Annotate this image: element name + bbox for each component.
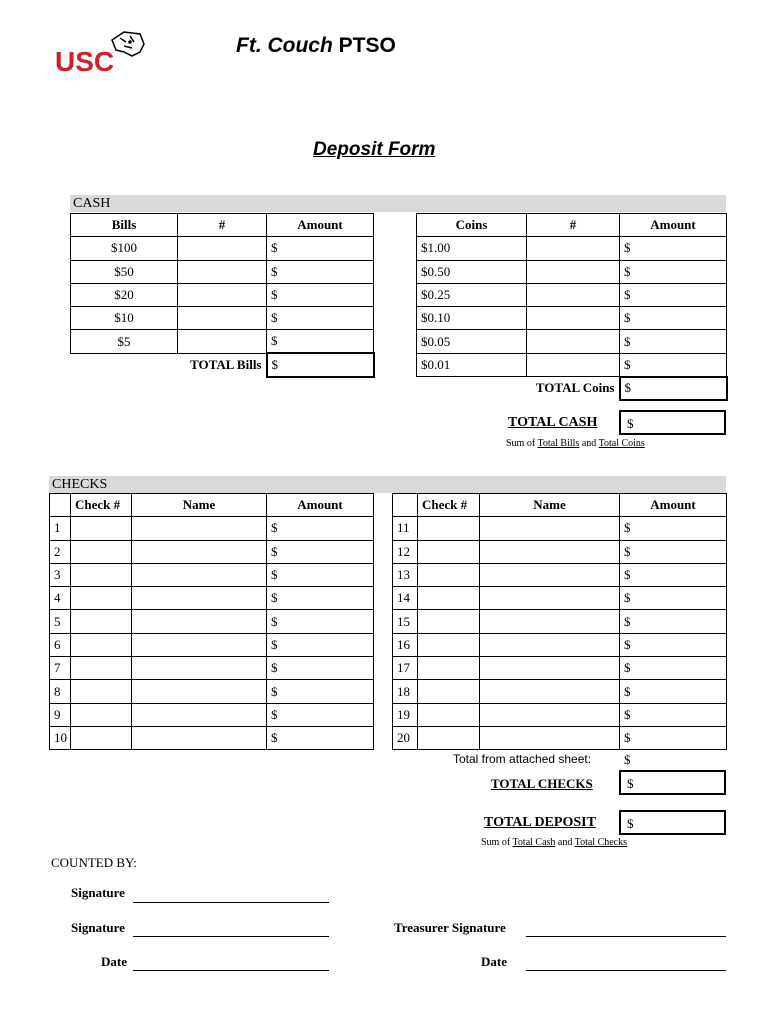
coin-denomination: $0.25 bbox=[417, 283, 527, 306]
coin-count-field[interactable] bbox=[527, 307, 620, 330]
coin-denomination: $0.50 bbox=[417, 260, 527, 283]
check-row-number: 17 bbox=[393, 657, 418, 680]
bill-amount-field[interactable]: $ bbox=[267, 307, 374, 330]
check-name-field[interactable] bbox=[480, 517, 620, 540]
bill-count-field[interactable] bbox=[178, 260, 267, 283]
check-number-field[interactable] bbox=[418, 517, 480, 540]
date-line-1[interactable] bbox=[133, 969, 329, 971]
checks-table-left bbox=[49, 493, 374, 750]
page-title: Ft. Couch PTSO bbox=[236, 34, 396, 57]
bills-count-header: # bbox=[178, 214, 267, 237]
check-name-field[interactable] bbox=[132, 633, 267, 656]
check-number-field[interactable] bbox=[418, 610, 480, 633]
check-row-number: 5 bbox=[50, 610, 71, 633]
counted-by-label: COUNTED BY: bbox=[51, 855, 137, 870]
coin-amount-field[interactable]: $ bbox=[620, 283, 727, 306]
check-amount-field[interactable]: $ bbox=[620, 633, 727, 656]
check-name-header: Name bbox=[480, 494, 620, 517]
bill-amount-field[interactable]: $ bbox=[267, 330, 374, 353]
check-amount-field[interactable]: $ bbox=[267, 540, 374, 563]
check-number-field[interactable] bbox=[418, 680, 480, 703]
check-number-field[interactable] bbox=[71, 540, 132, 563]
check-name-field[interactable] bbox=[480, 703, 620, 726]
total-bills-field[interactable]: $ bbox=[267, 353, 374, 376]
check-name-field[interactable] bbox=[132, 563, 267, 586]
check-amount-field[interactable]: $ bbox=[267, 633, 374, 656]
check-name-field[interactable] bbox=[480, 563, 620, 586]
total-cash-label: TOTAL CASH bbox=[508, 415, 598, 430]
coin-amount-field[interactable]: $ bbox=[620, 307, 727, 330]
check-number-field[interactable] bbox=[71, 726, 132, 749]
check-number-field[interactable] bbox=[418, 633, 480, 656]
bill-count-field[interactable] bbox=[178, 283, 267, 306]
check-number-field[interactable] bbox=[71, 610, 132, 633]
check-row-number: 20 bbox=[393, 726, 418, 749]
check-amount-field[interactable]: $ bbox=[267, 703, 374, 726]
signature-line-1[interactable] bbox=[133, 901, 329, 903]
check-row-number: 2 bbox=[50, 540, 71, 563]
check-number-field[interactable] bbox=[71, 563, 132, 586]
check-number-field[interactable] bbox=[418, 703, 480, 726]
coins-amount-header: Amount bbox=[620, 214, 727, 237]
bill-denomination: $100 bbox=[71, 237, 178, 260]
bill-denomination: $20 bbox=[71, 283, 178, 306]
date-label-2: Date bbox=[481, 954, 507, 969]
check-row-number: 9 bbox=[50, 703, 71, 726]
total-deposit-note: Sum of Total Cash and Total Checks bbox=[481, 837, 628, 848]
coin-amount-field[interactable]: $ bbox=[620, 237, 727, 260]
check-amount-field[interactable]: $ bbox=[620, 563, 727, 586]
check-amount-field[interactable]: $ bbox=[620, 680, 727, 703]
logo-text: USC bbox=[55, 46, 115, 76]
bill-denomination: $10 bbox=[71, 307, 178, 330]
coin-amount-field[interactable]: $ bbox=[620, 260, 727, 283]
check-amount-field[interactable]: $ bbox=[620, 726, 727, 749]
total-checks-label: TOTAL CHECKS bbox=[491, 776, 593, 791]
coin-count-field[interactable] bbox=[527, 283, 620, 306]
checks-section-label: CHECKS bbox=[52, 477, 108, 492]
check-row-number: 7 bbox=[50, 657, 71, 680]
total-cash-note: Sum of Total Bills and Total Coins bbox=[506, 438, 645, 449]
bill-count-field[interactable] bbox=[178, 330, 267, 353]
check-number-field[interactable] bbox=[71, 680, 132, 703]
check-name-field[interactable] bbox=[480, 587, 620, 610]
treasurer-signature-label: Treasurer Signature bbox=[394, 920, 506, 935]
check-row-number: 8 bbox=[50, 680, 71, 703]
date-label-1: Date bbox=[101, 954, 127, 969]
check-amount-field[interactable]: $ bbox=[620, 587, 727, 610]
bill-amount-field[interactable]: $ bbox=[267, 260, 374, 283]
check-amount-field[interactable]: $ bbox=[620, 703, 727, 726]
check-amount-field[interactable]: $ bbox=[620, 610, 727, 633]
check-row-number: 12 bbox=[393, 540, 418, 563]
usc-logo bbox=[54, 30, 146, 76]
coin-denomination: $0.01 bbox=[417, 353, 527, 376]
check-name-field[interactable] bbox=[132, 680, 267, 703]
coin-denomination: $1.00 bbox=[417, 237, 527, 260]
check-name-field[interactable] bbox=[132, 610, 267, 633]
check-name-header: Name bbox=[132, 494, 267, 517]
check-row-number: 11 bbox=[393, 517, 418, 540]
check-name-field[interactable] bbox=[132, 517, 267, 540]
attached-sheet-field[interactable]: $ bbox=[624, 752, 631, 767]
check-row-number: 4 bbox=[50, 587, 71, 610]
total-checks-field[interactable]: $ bbox=[619, 770, 726, 795]
check-name-field[interactable] bbox=[480, 680, 620, 703]
check-number-field[interactable] bbox=[71, 517, 132, 540]
check-number-field[interactable] bbox=[71, 633, 132, 656]
check-amount-field[interactable]: $ bbox=[267, 587, 374, 610]
check-row-number: 14 bbox=[393, 587, 418, 610]
check-row-number: 18 bbox=[393, 680, 418, 703]
check-amount-header: Amount bbox=[267, 494, 374, 517]
check-amount-field[interactable]: $ bbox=[267, 657, 374, 680]
check-row-number: 15 bbox=[393, 610, 418, 633]
check-number-field[interactable] bbox=[418, 540, 480, 563]
check-amount-field[interactable]: $ bbox=[267, 517, 374, 540]
bill-count-field[interactable] bbox=[178, 307, 267, 330]
signature-line-2[interactable] bbox=[133, 935, 329, 937]
coins-header: Coins bbox=[417, 214, 527, 237]
total-coins-label: TOTAL Coins bbox=[535, 380, 615, 396]
check-amount-field[interactable]: $ bbox=[267, 610, 374, 633]
bill-count-field[interactable] bbox=[178, 237, 267, 260]
check-name-field[interactable] bbox=[132, 703, 267, 726]
check-amount-field[interactable]: $ bbox=[620, 657, 727, 680]
coins-count-header: # bbox=[527, 214, 620, 237]
check-name-field[interactable] bbox=[132, 657, 267, 680]
cash-section-bar bbox=[70, 195, 726, 212]
check-row-number: 6 bbox=[50, 633, 71, 656]
bill-denomination: $50 bbox=[71, 260, 178, 283]
check-number-field[interactable] bbox=[71, 703, 132, 726]
total-coins-field[interactable]: $ bbox=[620, 377, 727, 400]
check-name-field[interactable] bbox=[132, 726, 267, 749]
check-row-number: 13 bbox=[393, 563, 418, 586]
date-line-2[interactable] bbox=[526, 969, 726, 971]
check-name-field[interactable] bbox=[480, 657, 620, 680]
signature-label-2: Signature bbox=[71, 920, 125, 935]
check-amount-field[interactable]: $ bbox=[267, 563, 374, 586]
check-number-field[interactable] bbox=[418, 587, 480, 610]
check-amount-header: Amount bbox=[620, 494, 727, 517]
check-number-field[interactable] bbox=[418, 657, 480, 680]
check-amount-field[interactable]: $ bbox=[267, 726, 374, 749]
form-title: Deposit Form bbox=[313, 139, 436, 160]
check-name-field[interactable] bbox=[132, 540, 267, 563]
check-row-number: 1 bbox=[50, 517, 71, 540]
checks-table-right bbox=[392, 493, 727, 750]
check-number-field[interactable] bbox=[418, 563, 480, 586]
coin-denomination: $0.05 bbox=[417, 330, 527, 353]
check-name-field[interactable] bbox=[480, 610, 620, 633]
check-amount-field[interactable]: $ bbox=[620, 517, 727, 540]
check-name-field[interactable] bbox=[132, 587, 267, 610]
signature-label-1: Signature bbox=[71, 885, 125, 900]
check-number-header: Check # bbox=[71, 494, 132, 517]
check-amount-field[interactable]: $ bbox=[620, 540, 727, 563]
coin-count-field[interactable] bbox=[527, 330, 620, 353]
bills-header: Bills bbox=[71, 214, 178, 237]
total-bills-label: TOTAL Bills bbox=[190, 357, 262, 373]
total-cash-field[interactable]: $ bbox=[619, 410, 726, 435]
total-deposit-field[interactable]: $ bbox=[619, 810, 726, 835]
coin-count-field[interactable] bbox=[527, 237, 620, 260]
coins-table bbox=[416, 213, 728, 401]
coin-count-field[interactable] bbox=[527, 260, 620, 283]
bill-denomination: $5 bbox=[71, 330, 178, 353]
bills-table bbox=[70, 213, 375, 378]
check-row-number: 16 bbox=[393, 633, 418, 656]
check-number-header: Check # bbox=[418, 494, 480, 517]
checks-section-bar bbox=[49, 476, 726, 493]
check-row-number: 19 bbox=[393, 703, 418, 726]
total-deposit-label: TOTAL DEPOSIT bbox=[484, 815, 596, 830]
check-number-field[interactable] bbox=[418, 726, 480, 749]
check-number-field[interactable] bbox=[71, 587, 132, 610]
coin-amount-field[interactable]: $ bbox=[620, 330, 727, 353]
bill-amount-field[interactable]: $ bbox=[267, 237, 374, 260]
bill-amount-field[interactable]: $ bbox=[267, 283, 374, 306]
check-name-field[interactable] bbox=[480, 633, 620, 656]
check-number-field[interactable] bbox=[71, 657, 132, 680]
treasurer-signature-line[interactable] bbox=[526, 935, 726, 937]
bills-amount-header: Amount bbox=[267, 214, 374, 237]
check-name-field[interactable] bbox=[480, 540, 620, 563]
check-name-field[interactable] bbox=[480, 726, 620, 749]
check-amount-field[interactable]: $ bbox=[267, 680, 374, 703]
coin-amount-field[interactable]: $ bbox=[620, 353, 727, 376]
check-row-number: 10 bbox=[50, 726, 71, 749]
cash-section-label: CASH bbox=[73, 196, 111, 211]
attached-sheet-label: Total from attached sheet: bbox=[453, 752, 592, 766]
coin-count-field[interactable] bbox=[527, 353, 620, 376]
coin-denomination: $0.10 bbox=[417, 307, 527, 330]
check-row-number: 3 bbox=[50, 563, 71, 586]
